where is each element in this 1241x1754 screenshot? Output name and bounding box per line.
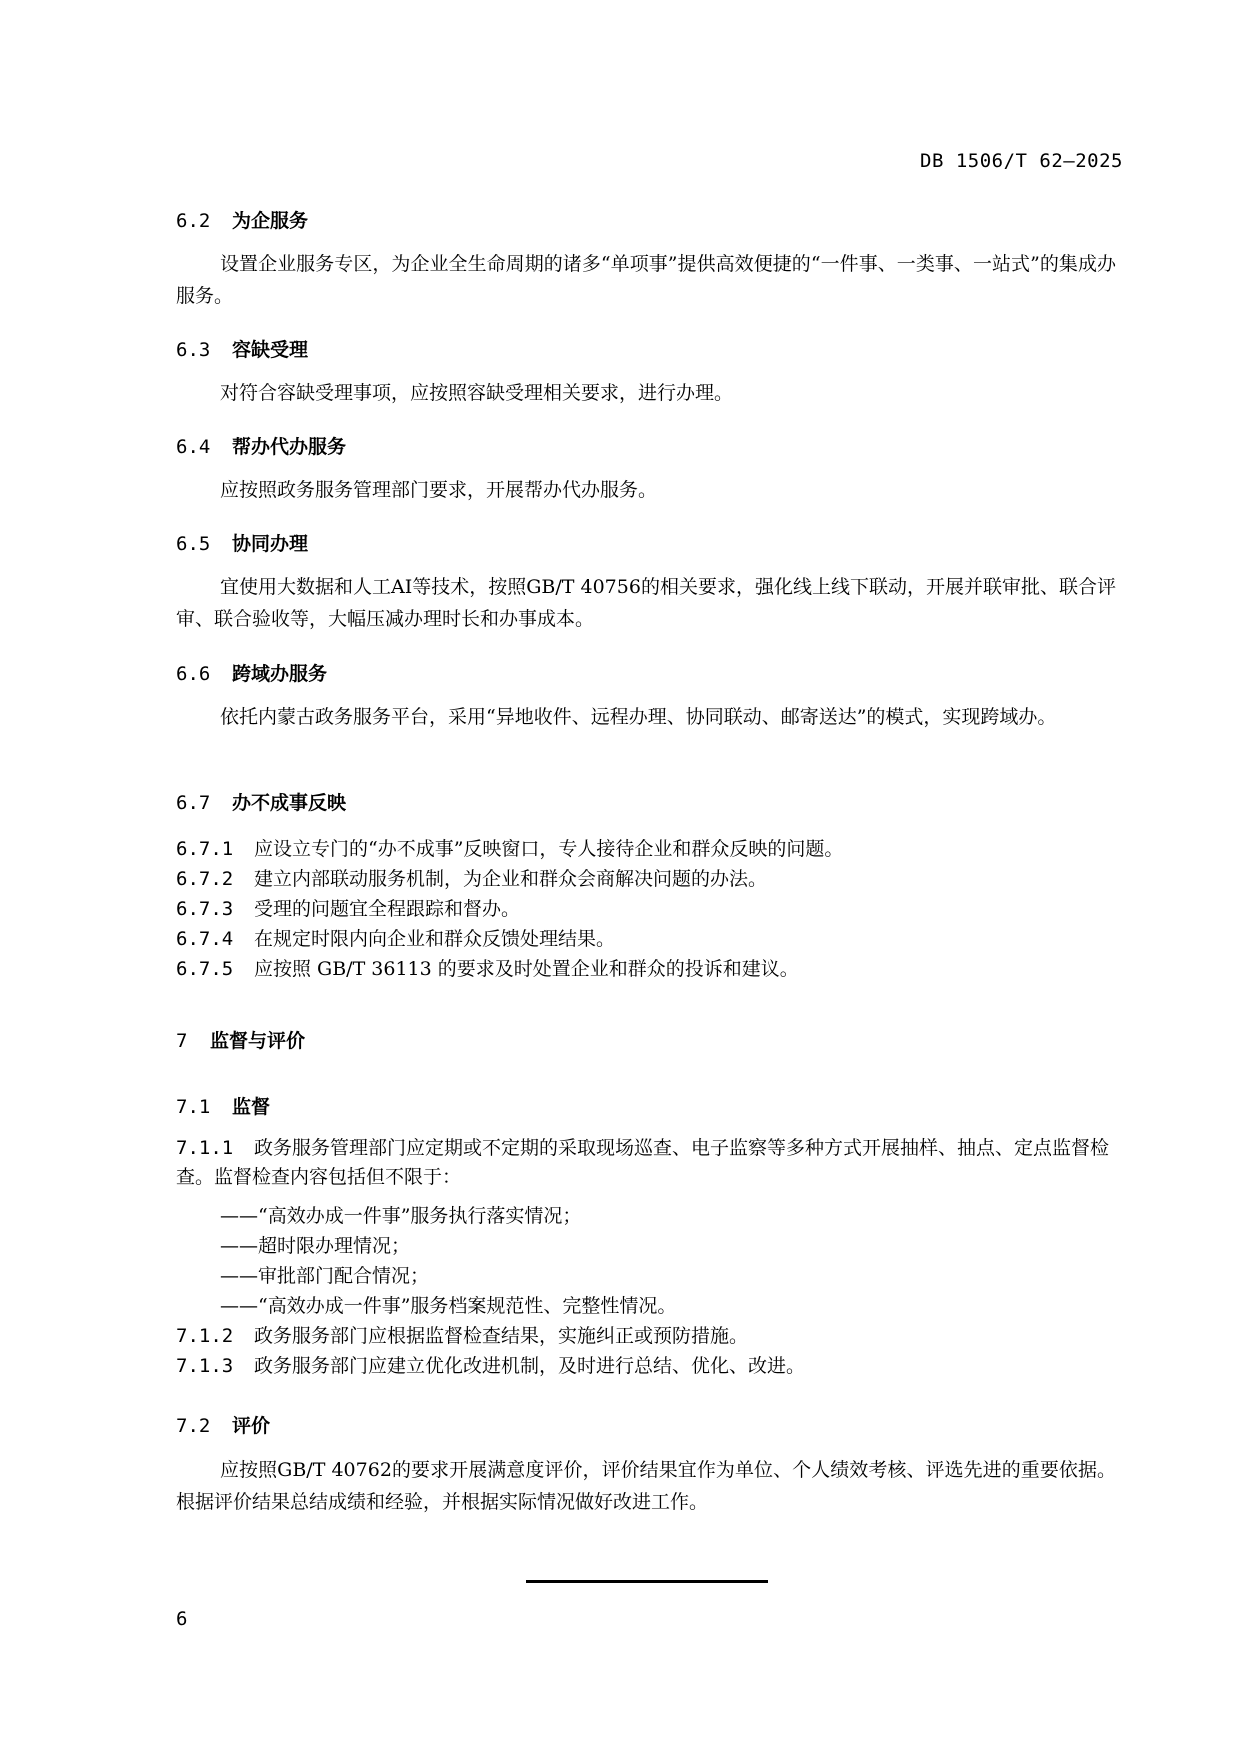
paragraph-6-4: 应按照政务服务管理部门要求，开展帮办代办服务。: [220, 479, 658, 501]
heading-6-4: [176, 432, 346, 459]
clause-7-1-1: 7.1.1 政务服务管理部门应定期或不定期的采取现场巡查、电子监察等多种方式开展抽样、抽点、定点监督检查。监督检查内容包括但不限于：: [176, 1137, 1110, 1188]
clause-7-1-2: 7.1.2 政务服务部门应根据监督检查结果，实施纠正或预防措施。: [176, 1325, 749, 1347]
section-number: 6.6: [176, 663, 211, 685]
section-title: 评价: [232, 1415, 271, 1437]
section-title: 帮办代办服务: [232, 436, 347, 458]
dash-item: ——“高效办成一件事”服务执行落实情况；: [220, 1205, 582, 1227]
page-number: 6: [176, 1608, 188, 1630]
section-title: 跨域办服务: [232, 663, 328, 685]
paragraph-6-5: 宜使用大数据和人工AI等技术，按照GB/T 40756的相关要求，强化线上线下联动，开展并联审批、联合评审、联合验收等，大幅压减办理时长和办事成本。: [176, 576, 1116, 630]
dash-item: ——超时限办理情况；: [220, 1235, 411, 1257]
paragraph-7-2: 应按照GB/T 40762的要求开展满意度评价，评价结果宜作为单位、个人绩效考核、评选先进的重要依据。根据评价结果总结成绩和经验，并根据实际情况做好改进工作。: [176, 1459, 1116, 1513]
document-code: DB 1506/T 62—2025: [920, 150, 1123, 172]
section-number: 6.2: [176, 210, 211, 232]
dash-item: ——“高效办成一件事”服务档案规范性、完整性情况。: [220, 1295, 677, 1317]
section-title: 办不成事反映: [232, 792, 347, 814]
clause-6-7-1: 6.7.1 应设立专门的“办不成事”反映窗口，专人接待企业和群众反映的问题。: [176, 838, 844, 860]
section-number: 6.5: [176, 533, 211, 555]
heading-6-5: [176, 529, 308, 556]
heading-7-2: [176, 1411, 270, 1438]
section-title: 容缺受理: [232, 339, 309, 361]
section-number: 7.1: [176, 1096, 211, 1118]
section-title: 协同办理: [232, 533, 309, 555]
section-number: 6.7: [176, 792, 211, 814]
paragraph-6-6: 依托内蒙古政务服务平台，采用“异地收件、远程办理、协同联动、邮寄送达”的模式，实现跨域办。: [220, 706, 1057, 728]
heading-6-6: [176, 659, 327, 686]
heading-6-2: [176, 206, 308, 233]
heading-7: [176, 1026, 305, 1053]
paragraph-6-3: 对符合容缺受理事项，应按照容缺受理相关要求，进行办理。: [220, 382, 734, 404]
section-number: 7.2: [176, 1415, 211, 1437]
heading-6-3: [176, 335, 308, 362]
clause-6-7-2: 6.7.2 建立内部联动服务机制，为企业和群众会商解决问题的办法。: [176, 868, 768, 890]
clause-6-7-4: 6.7.4 在规定时限内向企业和群众反馈处理结果。: [176, 928, 616, 950]
section-title: 监督: [232, 1096, 271, 1118]
section-number: 6.3: [176, 339, 211, 361]
dash-item: ——审批部门配合情况；: [220, 1265, 430, 1287]
section-number: 6.4: [176, 436, 211, 458]
section-title: 为企服务: [232, 210, 309, 232]
clause-7-1-3: 7.1.3 政务服务部门应建立优化改进机制，及时进行总结、优化、改进。: [176, 1355, 806, 1377]
paragraph-6-2: 设置企业服务专区，为企业全生命周期的诸多“单项事”提供高效便捷的“一件事、一类事、一站式”的集成办服务。: [176, 253, 1116, 307]
clause-6-7-5: 6.7.5 应按照 GB/T 36113 的要求及时处置企业和群众的投诉和建议。: [176, 958, 799, 980]
heading-6-7: [176, 788, 346, 815]
clause-6-7-3: 6.7.3 受理的问题宜全程跟踪和督办。: [176, 898, 521, 920]
section-number: 7: [176, 1030, 188, 1052]
heading-7-1: [176, 1092, 270, 1119]
section-title: 监督与评价: [210, 1030, 306, 1052]
end-rule: [526, 1580, 768, 1583]
